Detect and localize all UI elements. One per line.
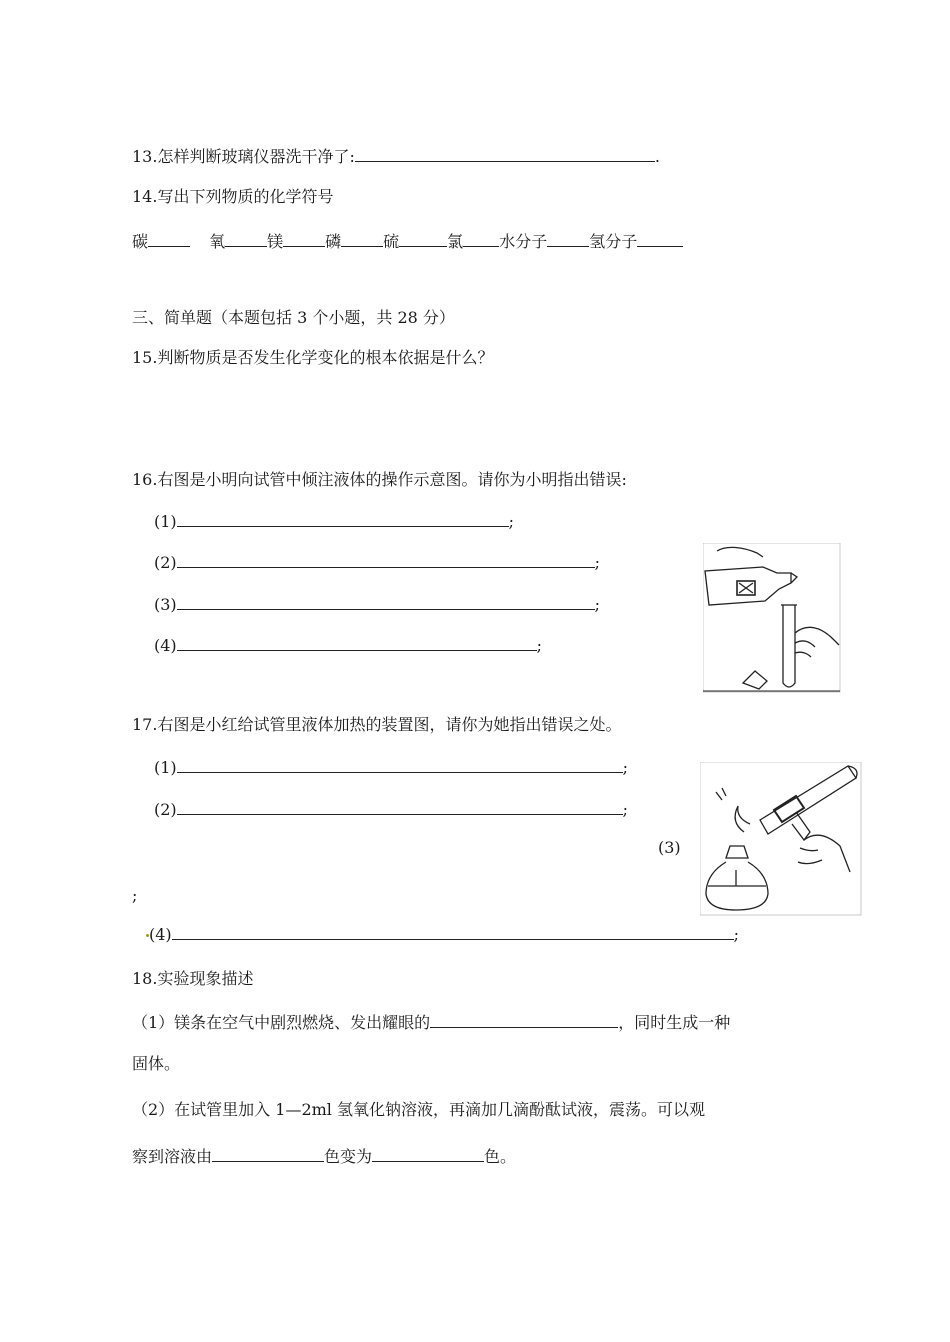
item-label: 水分子 [499, 232, 548, 251]
punctuation: ; [622, 800, 629, 819]
item-label: 硫 [383, 232, 400, 251]
item-number: (4) [154, 636, 177, 655]
q16-answer-1 [154, 508, 514, 534]
question-13 [132, 143, 660, 169]
item-label: 镁 [267, 232, 284, 251]
pouring-liquid-figure [703, 543, 841, 693]
q16-answer-4 [154, 632, 542, 658]
answer-blank[interactable] [177, 591, 595, 610]
item-number: (3) [154, 595, 177, 614]
q17-answer-3-end: ; [132, 886, 138, 905]
section-3-title: 三、简单题（本题包括 3 个小题，共 28 分） [132, 308, 455, 327]
question-15: 15.判断物质是否发生化学变化的根本依据是什么？ [132, 348, 494, 367]
item-label: 磷 [325, 232, 342, 251]
punctuation: ; [622, 758, 629, 777]
answer-blank[interactable] [177, 508, 509, 527]
text: ，同时生成一种 [618, 1013, 731, 1032]
question-13-text: 13.怎样判断玻璃仪器洗干净了: [132, 147, 355, 166]
item-label: 氢分子 [589, 232, 638, 251]
answer-blank[interactable] [177, 796, 623, 815]
answer-blank[interactable] [463, 228, 499, 247]
item-number: (2) [154, 800, 177, 819]
answer-blank[interactable] [172, 921, 734, 940]
punctuation: . [654, 147, 660, 166]
item-number: (1) [154, 758, 177, 777]
question-14-items [132, 228, 683, 254]
answer-blank[interactable] [177, 632, 537, 651]
text: 色。 [484, 1147, 517, 1166]
question-16: 16.右图是小明向试管中倾注液体的操作示意图。请你为小明指出错误: [132, 470, 627, 489]
punctuation: ; [536, 636, 543, 655]
text: 察到溶液由 [132, 1147, 213, 1166]
q17-answer-4 [146, 921, 739, 947]
question-17: 17.右图是小红给试管里液体加热的装置图，请你为她指出错误之处。 [132, 715, 622, 734]
answer-blank[interactable] [341, 228, 383, 247]
text: （1）镁条在空气中剧烈燃烧、发出耀眼的 [132, 1013, 431, 1032]
punctuation: ; [594, 595, 601, 614]
q18-part-1-end: 固体。 [132, 1054, 181, 1073]
question-14: 14.写出下列物质的化学符号 [132, 187, 334, 206]
q16-answer-2 [154, 549, 600, 575]
item-label: 氯 [447, 232, 464, 251]
q17-answer-1 [154, 754, 628, 780]
answer-blank[interactable] [430, 1009, 618, 1028]
answer-blank[interactable] [355, 143, 655, 162]
answer-blank[interactable] [177, 754, 623, 773]
answer-blank[interactable] [399, 228, 447, 247]
answer-blank[interactable] [637, 228, 683, 247]
q16-answer-3 [154, 591, 600, 617]
item-number: (2) [154, 553, 177, 572]
q17-answer-2 [154, 796, 628, 822]
question-18: 18.实验现象描述 [132, 969, 254, 988]
q17-answer-3-number: (3) [658, 838, 681, 857]
item-number: (4) [149, 925, 172, 944]
item-number: (1) [154, 512, 177, 531]
q18-part-1 [132, 1009, 730, 1035]
answer-blank[interactable] [212, 1143, 324, 1162]
answer-blank[interactable] [283, 228, 325, 247]
item-label: 碳 [132, 232, 149, 251]
answer-blank[interactable] [372, 1143, 484, 1162]
answer-blank[interactable] [148, 228, 190, 247]
punctuation: ; [733, 925, 740, 944]
answer-blank[interactable] [225, 228, 267, 247]
punctuation: ; [508, 512, 515, 531]
answer-blank[interactable] [547, 228, 589, 247]
item-label: 氧 [209, 232, 226, 251]
q18-part-2-answer [132, 1143, 516, 1169]
answer-blank[interactable] [177, 549, 595, 568]
q18-part-2: （2）在试管里加入 1—2ml 氢氧化钠溶液，再滴加几滴酚酞试液，震荡。可以观 [132, 1100, 706, 1119]
heating-liquid-figure [700, 762, 862, 916]
punctuation: ; [594, 553, 601, 572]
text: 色变为 [324, 1147, 373, 1166]
